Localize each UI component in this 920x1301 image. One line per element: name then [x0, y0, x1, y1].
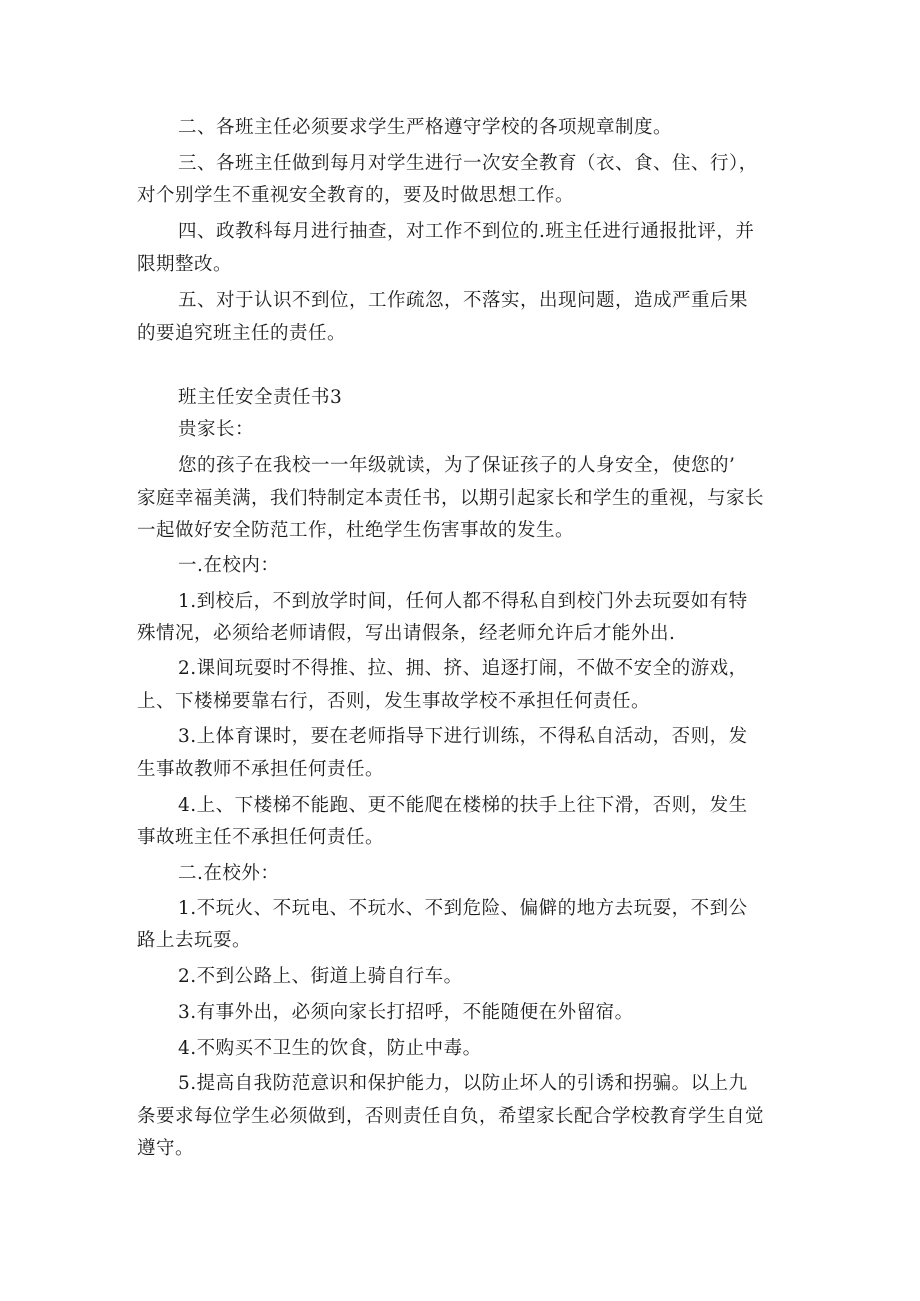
text-line: 2.不到公路上、街道上骑自行车。 — [178, 966, 463, 987]
text-line: 3.上体育课时，要在老师指导下进行训练，不得私自活动，否则，发 — [178, 726, 748, 747]
text-line: 五、对于认识不到位，工作疏忽，不落实，出现问题，造成严重后果 — [178, 290, 749, 311]
text-line: 您的孩子在我校一一年级就读，为了保证孩子的人身安全，使您的’ — [178, 455, 736, 476]
text-line: 四、政教科每月进行抽查，对工作不到位的.班主任进行通报批评，并 — [178, 221, 755, 242]
text-line: 4.上、下楼梯不能跑、更不能爬在楼梯的扶手上往下滑，否则，发生 — [178, 795, 748, 816]
text-line: 1.到校后，不到放学时间，任何人都不得私自到校门外去玩耍如有特 — [178, 591, 748, 612]
text-line: 4.不购买不卫生的饮食，防止中毒。 — [178, 1038, 482, 1059]
text-line: 殊情况，必须给老师请假，写出请假条，经老师允许后才能外出. — [137, 623, 676, 644]
text-line: 对个别学生不重视安全教育的，要及时做思想工作。 — [137, 185, 575, 206]
text-line: 5.提高自我防范意识和保护能力，以防止坏人的引诱和拐骗。以上九 — [178, 1073, 748, 1094]
salutation: 贵家长： — [178, 419, 255, 440]
subheading-out-school: 二.在校外： — [178, 863, 280, 884]
text-line: 一起做好安全防范工作，杜绝学生伤害事故的发生。 — [137, 520, 575, 541]
subheading-in-school: 一.在校内： — [178, 555, 280, 576]
text-line: 上、下楼梯要靠右行，否则，发生事故学校不承担任何责任。 — [137, 691, 651, 712]
text-line: 1.不玩火、不玩电、不玩水、不到危险、偏僻的地方去玩耍，不到公 — [178, 898, 748, 919]
text-line: 限期整改。 — [137, 254, 233, 275]
text-line: 三、各班主任做到每月对学生进行一次安全教育（衣、食、住、行）， — [178, 153, 758, 174]
text-line: 3.有事外出，必须向家长打招呼，不能随便在外留宿。 — [178, 1002, 634, 1023]
text-line: 遵守。 — [137, 1138, 195, 1159]
text-line: 2.课间玩耍时不得推、拉、拥、挤、追逐打闹，不做不安全的游戏， — [178, 658, 748, 679]
text-line: 的要追究班主任的责任。 — [137, 323, 347, 344]
section-heading: 班主任安全责任书3 — [178, 387, 343, 408]
text-line: 二、各班主任必须要求学生严格遵守学校的各项规章制度。 — [178, 117, 673, 138]
text-line: 路上去玩耍。 — [137, 930, 252, 951]
text-line: 条要求每位学生必须做到，否则责任自负，希望家长配合学校教育学生自觉 — [137, 1106, 765, 1127]
text-line: 家庭幸福美满，我们特制定本责任书，以期引起家长和学生的重视，与家长 — [137, 488, 765, 509]
text-line: 事故班主任不承担任何责任。 — [137, 827, 385, 848]
text-line: 生事故教师不承担任何责任。 — [137, 759, 385, 780]
